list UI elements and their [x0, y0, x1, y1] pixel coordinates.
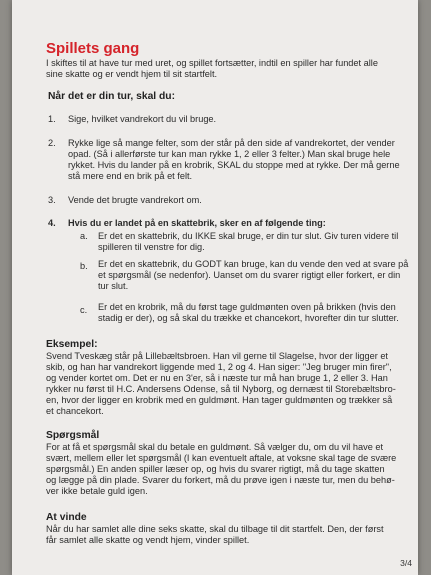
substep-text: Er det en skattebrik, du IKKE skal bruge, er din tur slut. Giv turen videre til [98, 231, 399, 241]
winning-line: Når du har samlet alle dine seks skatte, skal du tilbage til dit startfelt. Den, der først [46, 524, 384, 534]
step-number: 4. [48, 218, 56, 228]
rules-page [12, 0, 418, 575]
substep-letter: b. [80, 261, 88, 271]
step-text: Vende det brugte vandrekort om. [68, 195, 202, 205]
winning-heading: At vinde [46, 512, 87, 523]
example-heading: Eksempel: [46, 339, 98, 350]
intro-line: I skiftes til at have tur med uret, og spillet fortsætter, indtil en spiller har fundet alle [46, 58, 378, 68]
questions-line: svært, mellem eller let spørgsmål (I kan eventuelt aftale, at voksne skal tage de svære [46, 453, 397, 463]
substep-letter: c. [80, 305, 88, 315]
questions-line: ver ikke betale guld igen. [46, 486, 148, 496]
step-text: Rykke lige så mange felter, som der står på den side af vandrekortet, der vender [68, 138, 395, 148]
step-number: 3. [48, 195, 56, 205]
page-number: 3/4 [400, 558, 412, 568]
step-text: stå mere end en brik på et felt. [68, 171, 193, 181]
questions-line: og lægge på din plade. Svarer du forkert, må du prøve igen i næste tur, men du behø- [46, 475, 395, 485]
substep-text: et spørgsmål (se nedenfor). Uanset om du svarer rigtigt eller forkert, er din [98, 270, 401, 280]
step-number: 1. [48, 114, 56, 124]
questions-heading: Spørgsmål [46, 430, 100, 441]
turn-heading: Når det er din tur, skal du: [48, 91, 176, 102]
step-text: opad. (Så i allerførste tur kan man rykke 1, 2 eller 3 felter.) Man skal bruge hele [68, 149, 391, 159]
example-line: skib, og han har vandrekort liggende med 1, 2 og 4. Han siger: "Jeg bruger min firer", [46, 362, 392, 372]
example-line: en, hvor der ligger en krobrik med en guldmønt. Han tager guldmønten og trækker så [46, 395, 393, 405]
substep-text: spilleren til venstre for dig. [98, 242, 205, 252]
example-line: og vender kortet om. Det er nu en 3'er, så i næste tur må han bruge 1, 2 eller 3. Han [46, 373, 388, 383]
example-line: Svend Tveskæg står på Lillebæltsbroen. Han vil gerne til Slagelse, hvor der ligger et [46, 351, 388, 361]
substep-text: tur slut. [98, 281, 129, 291]
questions-line: spørgsmål.) En anden spiller læser op, og hvis du svarer rigtigt, må du tage skatten [46, 464, 385, 474]
step-text: rykket. Hvis du lander på en krobrik, SKAL du stoppe med at rykke. Der må gerne [68, 160, 400, 170]
winning-line: får samlet alle skatte og vendt hjem, vinder spillet. [46, 535, 250, 545]
step-number: 2. [48, 138, 56, 148]
substep-text: stadig er der), og så skal du trække et chancekort, hvorefter din tur slutter. [98, 313, 399, 323]
substep-text: Er det en skattebrik, du GODT kan bruge, kan du vende den ved at svare på [98, 259, 409, 269]
example-line: et chancekort. [46, 406, 104, 416]
page-title: Spillets gang [46, 40, 140, 57]
intro-line: sine skatte og er vendt hjem til sit startfelt. [46, 69, 218, 79]
step-text: Hvis du er landet på en skattebrik, sker en af følgende ting: [68, 218, 326, 228]
example-line: rykker nu først til H.C. Andersens Odense, så til Nyborg, og dernæst til Storebæltsbro- [46, 384, 396, 394]
substep-letter: a. [80, 231, 88, 241]
questions-line: For at få et spørgsmål skal du betale en guldmønt. Så vælger du, om du vil have et [46, 442, 384, 452]
step-text: Sige, hvilket vandrekort du vil bruge. [68, 114, 217, 124]
substep-text: Er det en krobrik, må du først tage guldmønten oven på brikken (hvis den [98, 302, 396, 312]
